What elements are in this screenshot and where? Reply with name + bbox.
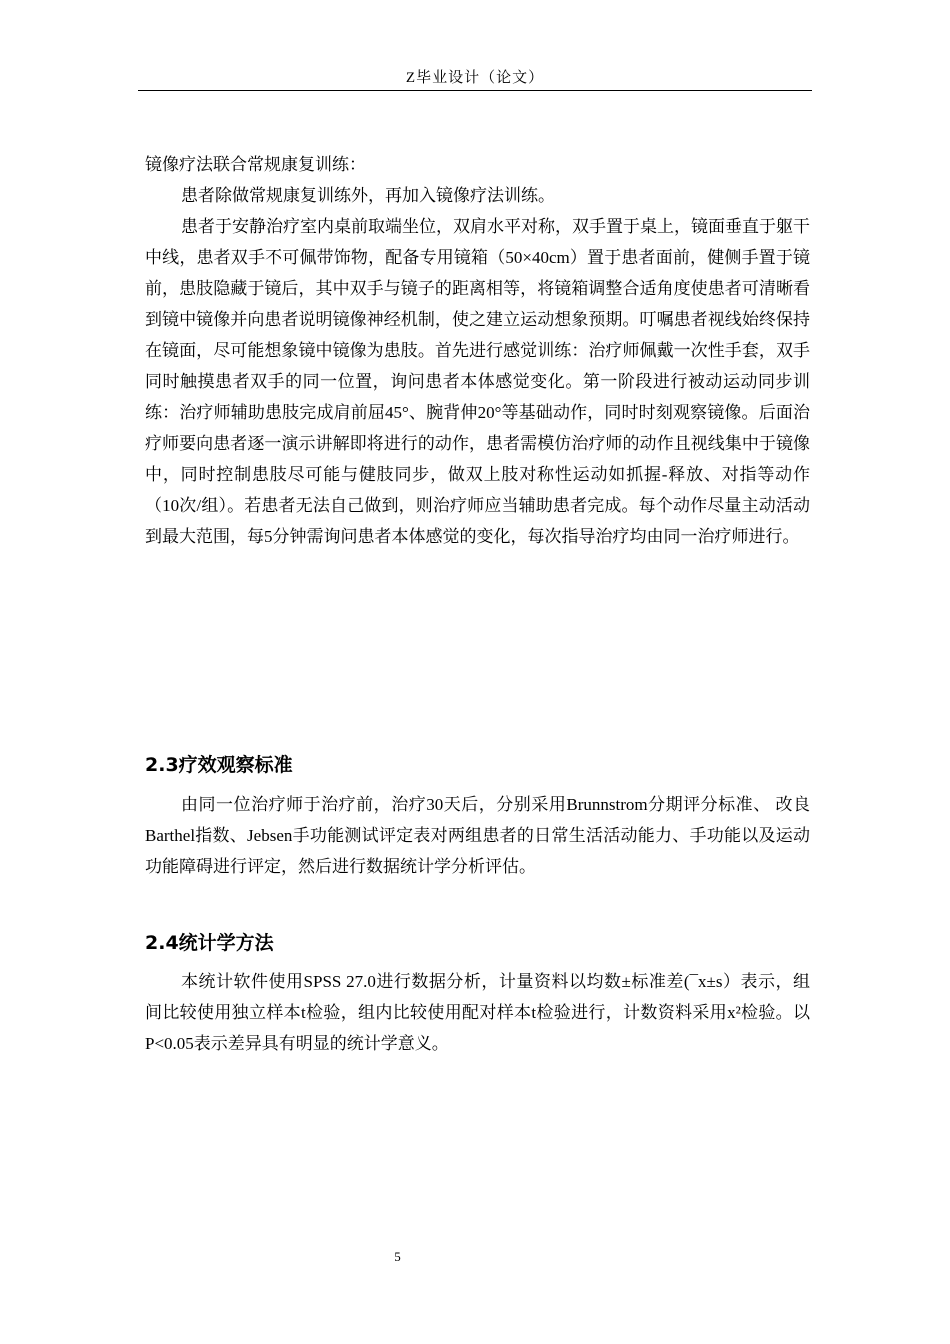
- page-number: 5: [394, 1249, 401, 1264]
- intro-paragraph: 患者除做常规康复训练外，再加入镜像疗法训练。: [181, 186, 555, 205]
- section-label: 镜像疗法联合常规康复训练：: [145, 155, 366, 174]
- page-header-title: Z毕业设计（论文）: [405, 70, 545, 86]
- procedure-paragraph: 患者于安静治疗室内桌前取端坐位，双肩水平对称，双手置于桌上，镜面垂直于躯干中线，患者双手不可佩带饰物，配备专用镜箱（50×40cm）置于患者面前，健侧手置于镜前，患肢隐藏于镜后，其中双手与镜子的距离相等，将镜箱调整合适角度使患者可清晰看到镜中镜像并向患者说明镜像神经机制，使之建立运动想象预期。叮嘱患者视线始终保持在镜面，尽可能想象镜中镜像为患肢。首先进行感觉训练：治疗师佩戴一次性手套，双手同时触摸患者双手的同一位置，询问患者本体感觉变化。第一阶段进行被动运动同步训练：治疗师辅助患肢完成肩前屈45°、腕背伸20°等基础动作，同时时刻观察镜像。后面治疗师要向患者逐一演示讲解即将进行的动作，患者需模仿治疗师的动作且视线集中于镜像中，同时控制患肢尽可能与健肢同步，做双上肢对称性运动如抓握-释放、对指等动作（10次/组）。若患者无法自己做到，则治疗师应当辅助患者完成。每个动作尽量主动活动到最大范围，每5分钟需询问患者本体感觉的变化，每次指导治疗均由同一治疗师进行。: [145, 217, 810, 546]
- section-2-4-paragraph: 本统计软件使用SPSS 27.0进行数据分析，计量资料以均数±标准差(¯x±s）表示，组间比较使用独立样本t检验，组内比较使用配对样本t检验进行，计数资料采用x²检验。以P<0.05表示差异具有明显的统计学意义。: [145, 972, 810, 1053]
- header-divider: [138, 90, 812, 91]
- section-2-3-paragraph: 由同一位治疗师于治疗前，治疗30天后，分别采用Brunnstrom分期评分标准、 改良Barthel指数、Jebsen手功能测试评定表对两组患者的日常生活活动能力、手功能以及运动功能障碍进行评定，然后进行数据统计学分析评估。: [145, 795, 810, 876]
- section-heading-2-3: 2.3疗效观察标准: [145, 754, 293, 776]
- section-heading-2-4: 2.4统计学方法: [145, 932, 274, 954]
